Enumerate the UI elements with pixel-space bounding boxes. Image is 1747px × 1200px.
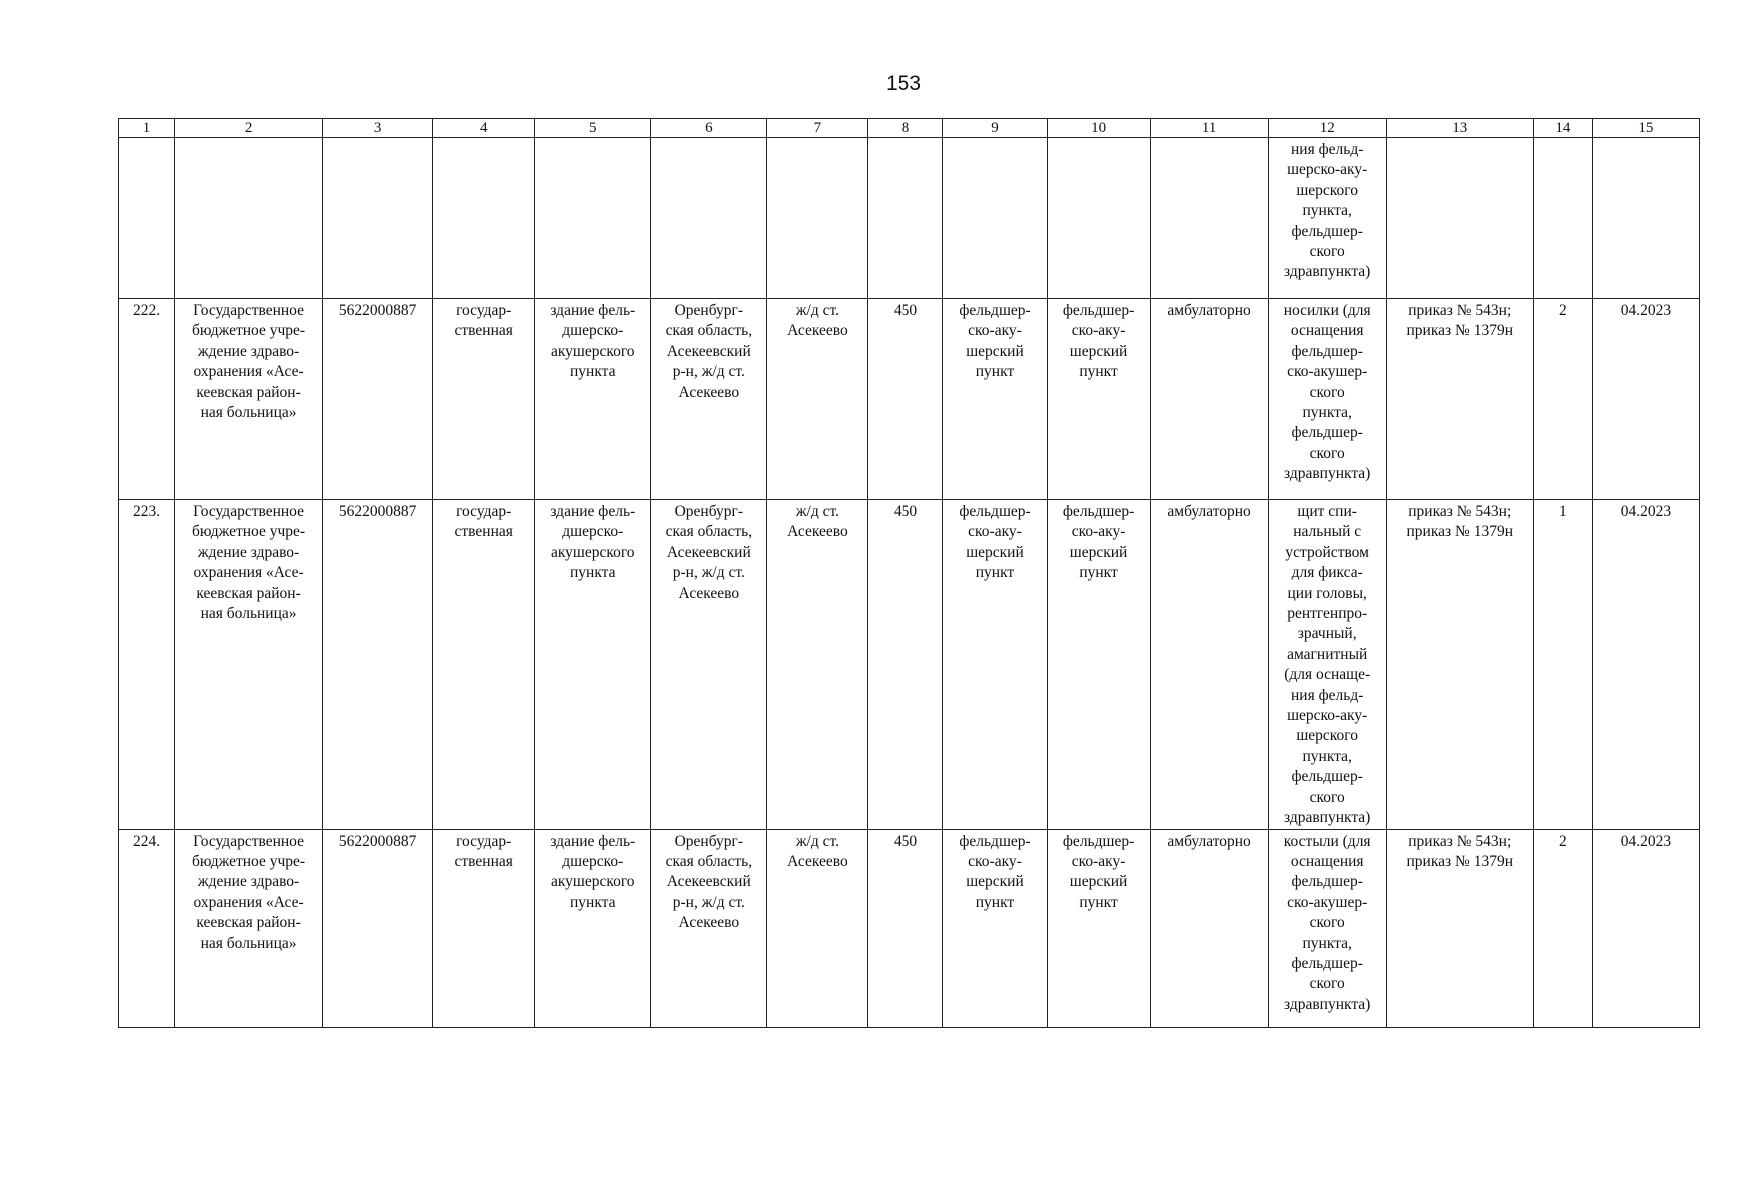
cell-col-11 (1150, 138, 1268, 299)
cell-col-6 (651, 138, 767, 299)
cell-col-11: амбулаторно (1150, 829, 1268, 1027)
cell-col-6: Оренбург- ская область, Асекеевский р-н, ж/д ст. Асекеево (651, 299, 767, 500)
cell-col-12: костыли (для оснащения фельдшер- ско-акушер- ского пункта, фельдшер- ского здравпункта) (1268, 829, 1386, 1027)
cell-col-8: 450 (868, 299, 943, 500)
column-header-5: 5 (535, 119, 651, 138)
table-row (119, 829, 1700, 1027)
cell-col-2: Государственное бюджетное учре- ждение здраво- охранения «Асе- кеевская район- ная больница» (175, 829, 323, 1027)
cell-col-9: фельдшер- ско-аку- шерский пункт (943, 299, 1047, 500)
column-header-6: 6 (651, 119, 767, 138)
table-row (119, 500, 1700, 830)
cell-col-3: 5622000887 (323, 299, 433, 500)
cell-col-2: Государственное бюджетное учре- ждение здраво- охранения «Асе- кеевская район- ная больница» (175, 500, 323, 830)
cell-col-5: здание фель- дшерско- акушерского пункта (535, 299, 651, 500)
cell-col-12: носилки (для оснащения фельдшер- ско-акушер- ского пункта, фельдшер- ского здравпункта) (1268, 299, 1386, 500)
column-header-4: 4 (433, 119, 535, 138)
column-header-9: 9 (943, 119, 1047, 138)
cell-col-13 (1386, 138, 1533, 299)
cell-col-13: приказ № 543н; приказ № 1379н (1386, 500, 1533, 830)
cell-col-3 (323, 138, 433, 299)
column-header-2: 2 (175, 119, 323, 138)
cell-col-9: фельдшер- ско-аку- шерский пункт (943, 500, 1047, 830)
cell-col-5: здание фель- дшерско- акушерского пункта (535, 500, 651, 830)
cell-col-11: амбулаторно (1150, 500, 1268, 830)
cell-col-12: ния фельд- шерско-аку- шерского пункта, фельдшер- ского здравпункта) (1268, 138, 1386, 299)
table-row (119, 299, 1700, 500)
equipment-table (118, 118, 1700, 1028)
cell-col-1: 223. (119, 500, 175, 830)
cell-col-1 (119, 138, 175, 299)
cell-col-15 (1592, 138, 1699, 299)
cell-col-7 (767, 138, 868, 299)
column-header-7: 7 (767, 119, 868, 138)
cell-col-13: приказ № 543н; приказ № 1379н (1386, 299, 1533, 500)
cell-col-10: фельдшер- ско-аку- шерский пункт (1047, 299, 1150, 500)
cell-col-14: 2 (1533, 299, 1592, 500)
column-header-14: 14 (1533, 119, 1592, 138)
cell-col-15: 04.2023 (1592, 500, 1699, 830)
cell-col-1: 224. (119, 829, 175, 1027)
column-header-8: 8 (868, 119, 943, 138)
cell-col-6: Оренбург- ская область, Асекеевский р-н, ж/д ст. Асекеево (651, 829, 767, 1027)
cell-col-10 (1047, 138, 1150, 299)
cell-col-7: ж/д ст. Асекеево (767, 829, 868, 1027)
column-header-1: 1 (119, 119, 175, 138)
cell-col-14: 2 (1533, 829, 1592, 1027)
cell-col-5 (535, 138, 651, 299)
cell-col-4: государ- ственная (433, 500, 535, 830)
cell-col-5: здание фель- дшерско- акушерского пункта (535, 829, 651, 1027)
cell-col-15: 04.2023 (1592, 829, 1699, 1027)
cell-col-3: 5622000887 (323, 500, 433, 830)
cell-col-3: 5622000887 (323, 829, 433, 1027)
cell-col-9: фельдшер- ско-аку- шерский пункт (943, 829, 1047, 1027)
cell-col-8 (868, 138, 943, 299)
cell-col-7: ж/д ст. Асекеево (767, 299, 868, 500)
cell-col-8: 450 (868, 500, 943, 830)
cell-col-4: государ- ственная (433, 829, 535, 1027)
page-number: 153 (885, 72, 922, 95)
cell-col-2 (175, 138, 323, 299)
cell-col-10: фельдшер- ско-аку- шерский пункт (1047, 829, 1150, 1027)
cell-col-8: 450 (868, 829, 943, 1027)
table-body (119, 119, 1700, 1028)
cell-col-4: государ- ственная (433, 299, 535, 500)
cell-col-1: 222. (119, 299, 175, 500)
table-row (119, 138, 1700, 299)
cell-col-14: 1 (1533, 500, 1592, 830)
column-header-13: 13 (1386, 119, 1533, 138)
cell-col-11: амбулаторно (1150, 299, 1268, 500)
column-header-3: 3 (323, 119, 433, 138)
column-header-15: 15 (1592, 119, 1699, 138)
cell-col-10: фельдшер- ско-аку- шерский пункт (1047, 500, 1150, 830)
cell-col-14 (1533, 138, 1592, 299)
cell-col-4 (433, 138, 535, 299)
cell-col-15: 04.2023 (1592, 299, 1699, 500)
cell-col-13: приказ № 543н; приказ № 1379н (1386, 829, 1533, 1027)
cell-col-12: щит спи- нальный с устройством для фикса- ции головы, рентгенпро- зрачный, амагнитный (для оснаще- ния фельд- шерско-аку- шерского пункта, фельдшер- ского здравпункта) (1268, 500, 1386, 830)
column-header-11: 11 (1150, 119, 1268, 138)
column-header-10: 10 (1047, 119, 1150, 138)
column-header-12: 12 (1268, 119, 1386, 138)
cell-col-6: Оренбург- ская область, Асекеевский р-н, ж/д ст. Асекеево (651, 500, 767, 830)
cell-col-2: Государственное бюджетное учре- ждение здраво- охранения «Асе- кеевская район- ная больница» (175, 299, 323, 500)
cell-col-7: ж/д ст. Асекеево (767, 500, 868, 830)
cell-col-9 (943, 138, 1047, 299)
header-row (119, 119, 1700, 138)
